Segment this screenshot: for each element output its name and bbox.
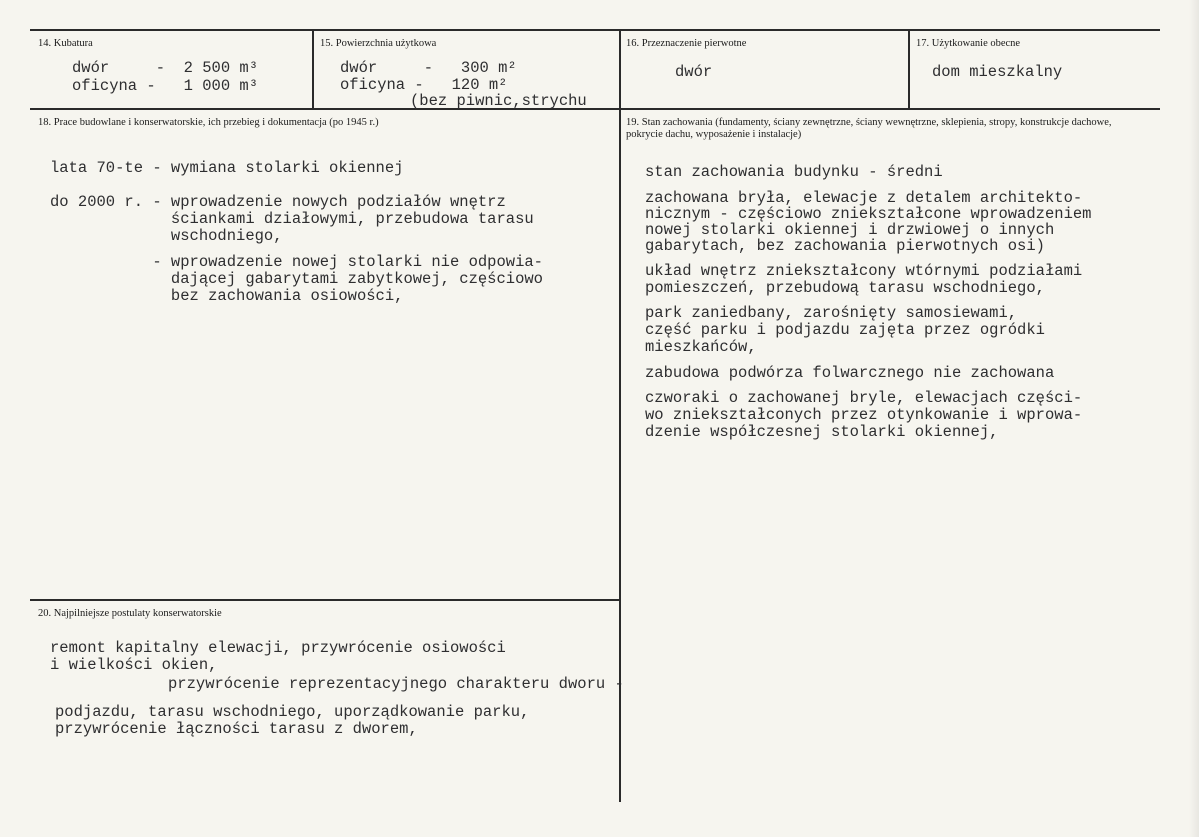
row1-bottom-rule [30, 108, 1160, 110]
prace-label: 18. Prace budowlane i konserwatorskie, ich przebieg i dokumentacja (po 1945 r.) [38, 117, 379, 128]
stan-line: dzenie współczesnej stolarki okiennej, [645, 423, 999, 441]
stan-line: nowej stolarki okiennej i drzwiowej o innych [645, 221, 1055, 239]
przeznaczenie-label: 16. Przeznaczenie pierwotne [626, 38, 747, 49]
stan-line: park zaniedbany, zarośnięty samosiewami, [645, 304, 1018, 322]
powierzchnia-oficyna: oficyna - 120 m² [340, 76, 508, 94]
stan-label: 19. Stan zachowania (fundamenty, ściany zewnętrzne, ściany wewnętrzne, sklepienia, stropy, konstrukcje dachowe, [626, 117, 1112, 128]
uzytkowanie-value: dom mieszkalny [932, 63, 1063, 81]
top-rule [30, 29, 1160, 31]
stan-label-continued: pokrycie dachu, wyposażenie i instalacje) [626, 129, 802, 140]
prace-line: bez zachowania osiowości, [50, 287, 404, 305]
powierzchnia-dwor: dwór - 300 m² [340, 59, 517, 77]
prace-line: do 2000 r. - wprowadzenie nowych podziałów wnętrz [50, 193, 506, 211]
uzytkowanie-label: 17. Użytkowanie obecne [916, 38, 1021, 49]
prace-line: ściankami działowymi, przebudowa tarasu [50, 210, 534, 228]
postulaty-label: 20. Najpilniejsze postulaty konserwatorskie [38, 608, 222, 619]
prace-line: - wprowadzenie nowej stolarki nie odpowia- [50, 253, 543, 271]
stan-line: zabudowa podwórza folwarcznego nie zachowana [645, 364, 1055, 382]
prace-line: dającej gabarytami zabytkowej, częściowo [50, 270, 543, 288]
postulaty-line: przywrócenie reprezentacyjnego charakteru dworu - [168, 675, 624, 693]
postulaty-line: przywrócenie łączności tarasu z dworem, [55, 720, 418, 738]
postulaty-line: podjazdu, tarasu wschodniego, uporządkowanie parku, [55, 703, 530, 721]
powierzchnia-label: 15. Powierzchnia użytkowa [320, 38, 437, 49]
stan-line: część parku i podjazdu zajęta przez ogródki [645, 321, 1045, 339]
stan-line: mieszkańców, [645, 338, 757, 356]
divider-16-17 [908, 29, 910, 110]
stan-line: pomieszczeń, przebudową tarasu wschodniego, [645, 279, 1045, 297]
stan-line: czworaki o zachowanej bryle, elewacjach części- [645, 389, 1083, 407]
prace-line: wschodniego, [50, 227, 283, 245]
kubatura-oficyna: oficyna - 1 000 m³ [72, 77, 259, 95]
kubatura-dwor: dwór - 2 500 m³ [72, 59, 259, 77]
przeznaczenie-value: dwór [675, 63, 713, 81]
powierzchnia-note: (bez piwnic,strychu [410, 92, 587, 110]
section-20-top-rule [30, 599, 621, 601]
page-edge-shadow [1189, 0, 1199, 837]
stan-line: układ wnętrz zniekształcony wtórnymi podziałami [645, 262, 1083, 280]
stan-line: wo zniekształconych przez otynkowanie i wprowa- [645, 406, 1083, 424]
divider-14-15 [312, 29, 314, 110]
postulaty-line: i wielkości okien, [50, 656, 218, 674]
kubatura-label: 14. Kubatura [38, 38, 93, 49]
stan-line: stan zachowania budynku - średni [645, 163, 943, 181]
stan-line: zachowana bryła, elewacje z detalem architekto- [645, 189, 1083, 207]
postulaty-line: remont kapitalny elewacji, przywrócenie osiowości [50, 639, 506, 657]
stan-line: nicznym - częściowo zniekształcone wprowadzeniem [645, 205, 1092, 223]
stan-line: gabarytach, bez zachowania pierwotnych osi) [645, 237, 1045, 255]
prace-line: lata 70-te - wymiana stolarki okiennej [50, 159, 404, 177]
